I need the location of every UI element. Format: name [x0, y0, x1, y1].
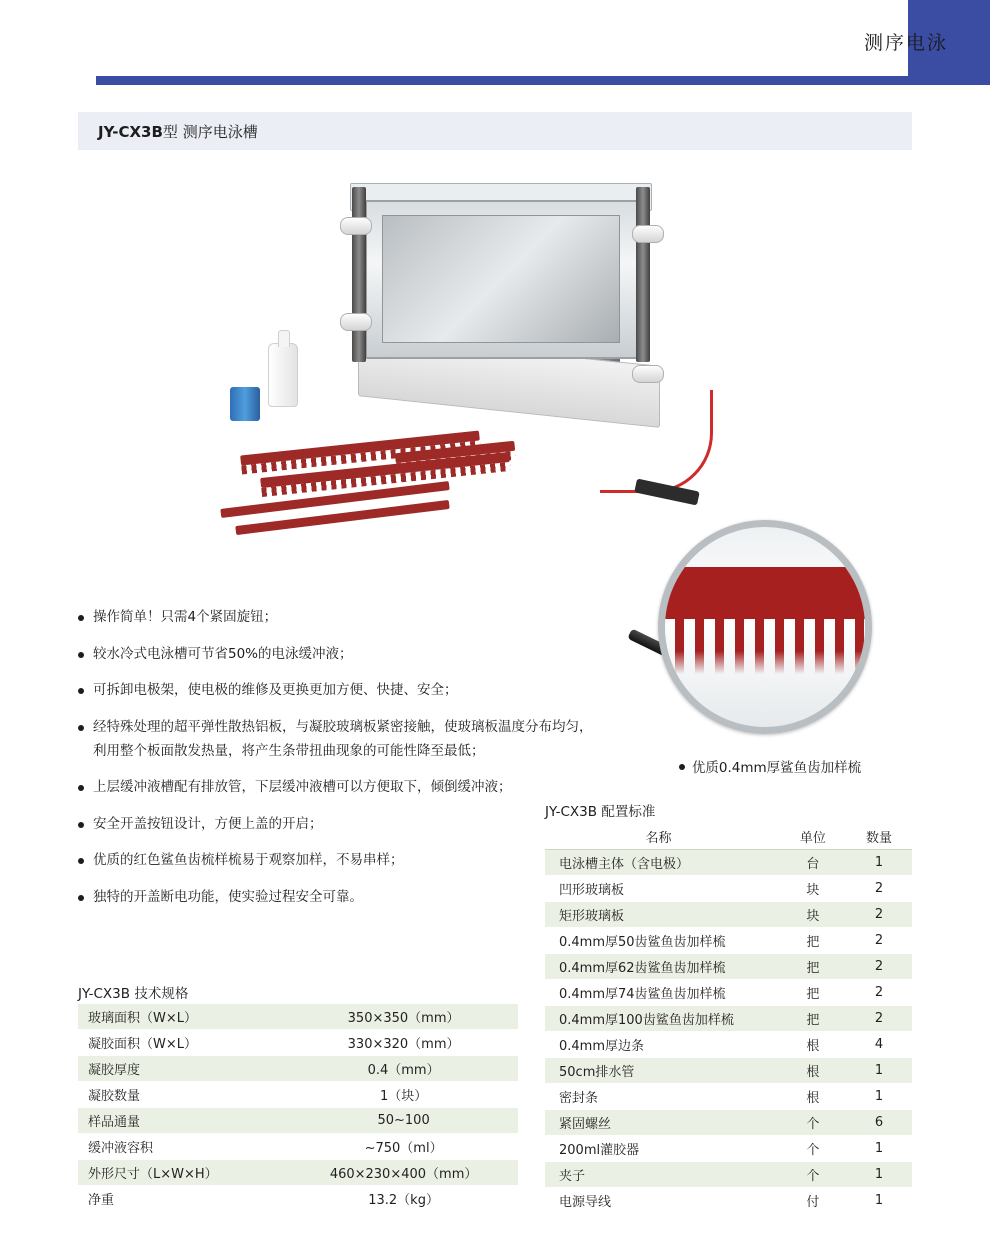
feature-list	[78, 606, 598, 923]
config-qty: 1	[846, 1084, 912, 1110]
table-row	[78, 1004, 518, 1030]
config-table	[545, 824, 912, 1214]
table-row	[78, 1160, 518, 1186]
config-qty: 2	[846, 954, 912, 980]
spec-value: ~750（ml）	[289, 1134, 518, 1160]
accessory-blue-cap	[230, 387, 260, 421]
config-unit: 把	[780, 928, 846, 954]
magnifier-lens	[658, 520, 872, 734]
config-qty: 2	[846, 928, 912, 954]
accessory-bottle	[268, 343, 298, 407]
config-name: 凹形玻璃板	[545, 876, 780, 902]
config-qty: 2	[846, 876, 912, 902]
config-qty: 1	[846, 1058, 912, 1084]
config-unit: 根	[780, 1084, 846, 1110]
magnifier-caption-text: 优质0.4mm厚鲨鱼齿加样梳	[691, 760, 862, 776]
config-name: 电泳槽主体（含电极）	[545, 850, 780, 876]
spec-key: 外形尺寸（L×W×H）	[78, 1160, 289, 1186]
config-name: 密封条	[545, 1084, 780, 1110]
bullet-dot-icon	[78, 858, 84, 864]
spec-key: 凝胶数量	[78, 1082, 289, 1108]
comb-teeth-zoom	[658, 619, 872, 677]
bullet-dot-icon	[679, 764, 685, 770]
apparatus-knob	[340, 217, 372, 235]
table-row	[78, 1056, 518, 1082]
feature-text: 操作简单！只需4个紧固旋钮；	[93, 609, 278, 625]
config-name: 50cm排水管	[545, 1058, 780, 1084]
apparatus-glass-plate	[382, 215, 620, 343]
spec-key: 玻璃面积（W×L）	[78, 1004, 289, 1030]
config-name: 0.4mm厚50齿鲨鱼齿加样梳	[545, 928, 780, 954]
comb-body-zoom	[658, 567, 872, 619]
column-header-name: 名称	[545, 824, 780, 850]
config-name: 电源导线	[545, 1188, 780, 1214]
config-unit: 块	[780, 876, 846, 902]
apparatus-knob	[632, 365, 664, 383]
apparatus-post-left	[352, 187, 366, 362]
config-unit: 把	[780, 1006, 846, 1032]
spec-value: 13.2（kg）	[289, 1186, 518, 1212]
table-row	[545, 902, 912, 928]
spec-value: 50~100	[289, 1108, 518, 1134]
table-row	[545, 876, 912, 902]
spec-value: 1（块）	[289, 1082, 518, 1108]
product-title	[98, 121, 258, 142]
column-header-qty: 数量	[846, 824, 912, 850]
feature-text: 可拆卸电极架，使电极的维修及更换更加方便、快捷、安全；	[93, 682, 458, 699]
header-section-title: 测序电泳	[863, 32, 948, 54]
config-unit: 个	[780, 1110, 846, 1136]
config-qty: 2	[846, 980, 912, 1006]
config-unit: 根	[780, 1058, 846, 1084]
config-qty: 1	[846, 1162, 912, 1188]
table-row	[78, 1108, 518, 1134]
table-row	[78, 1134, 518, 1160]
table-row	[545, 1110, 912, 1136]
feature-text: 较水冷式电泳槽可节省50%的电泳缓冲液；	[93, 645, 353, 662]
column-header-unit: 单位	[780, 824, 846, 850]
config-qty: 2	[846, 1006, 912, 1032]
product-title-rest: 型 测序电泳槽	[162, 122, 258, 141]
feature-item	[78, 716, 598, 763]
spec-value: 460×230×400（mm）	[289, 1160, 518, 1186]
table-row	[545, 1032, 912, 1058]
config-table-title: JY-CX3B 配置标准	[545, 804, 656, 820]
config-qty: 2	[846, 902, 912, 928]
spec-key: 缓冲液容积	[78, 1134, 289, 1160]
config-unit: 个	[780, 1136, 846, 1162]
bullet-dot-icon	[78, 822, 84, 828]
feature-text: 优质的红色鲨鱼齿梳样梳易于观察加样，不易串样；	[93, 852, 404, 869]
table-row	[545, 1084, 912, 1110]
config-unit: 台	[780, 850, 846, 876]
feature-text: 经特殊处理的超平弹性散热铝板，与凝胶玻璃板紧密接触，使玻璃板温度分布均匀，利用整个板面散发热量，将产生条带扭曲现象的可能性降至最低；	[93, 718, 593, 759]
config-unit: 把	[780, 980, 846, 1006]
spec-key: 净重	[78, 1186, 289, 1212]
feature-text: 上层缓冲液槽配有排放管，下层缓冲液槽可以方便取下，倾倒缓冲液；	[93, 779, 512, 796]
feature-item	[78, 643, 598, 667]
magnifier-caption	[620, 756, 920, 776]
config-name: 0.4mm厚100齿鲨鱼齿加样梳	[545, 1006, 780, 1032]
apparatus-knob	[340, 313, 372, 331]
config-unit: 块	[780, 902, 846, 928]
product-photo	[180, 165, 700, 555]
spec-table-title: JY-CX3B 技术规格	[78, 986, 189, 1002]
page-header	[0, 0, 990, 96]
header-rule	[96, 76, 908, 85]
apparatus-knob	[632, 225, 664, 243]
config-qty: 6	[846, 1110, 912, 1136]
bullet-dot-icon	[78, 895, 84, 901]
feature-item	[78, 776, 598, 800]
table-row	[545, 1136, 912, 1162]
feature-item	[78, 886, 598, 910]
spec-key: 凝胶面积（W×L）	[78, 1030, 289, 1056]
config-qty: 4	[846, 1032, 912, 1058]
table-row	[545, 954, 912, 980]
feature-item	[78, 849, 598, 873]
bullet-dot-icon	[78, 615, 84, 621]
product-model: JY-CX3B	[98, 122, 163, 141]
config-qty: 1	[846, 1188, 912, 1214]
config-unit: 把	[780, 954, 846, 980]
spec-key: 凝胶厚度	[78, 1056, 289, 1082]
table-row	[545, 1188, 912, 1214]
bullet-dot-icon	[78, 785, 84, 791]
config-name: 夹子	[545, 1162, 780, 1188]
config-name: 矩形玻璃板	[545, 902, 780, 928]
bullet-dot-icon	[78, 652, 84, 658]
feature-text: 安全开盖按钮设计，方便上盖的开启；	[93, 815, 323, 832]
table-row	[545, 1006, 912, 1032]
product-title-bar	[78, 112, 912, 150]
table-row	[545, 928, 912, 954]
spec-value: 350×350（mm）	[289, 1004, 518, 1030]
table-header-row	[545, 824, 912, 850]
feature-item	[78, 606, 598, 630]
power-cable	[600, 390, 713, 493]
config-unit: 付	[780, 1188, 846, 1214]
config-qty: 1	[846, 1136, 912, 1162]
feature-item	[78, 813, 598, 837]
config-unit: 个	[780, 1162, 846, 1188]
spec-key: 样品通量	[78, 1108, 289, 1134]
config-name: 0.4mm厚74齿鲨鱼齿加样梳	[545, 980, 780, 1006]
table-row	[78, 1030, 518, 1056]
table-row	[78, 1082, 518, 1108]
feature-text: 独特的开盖断电功能，使实验过程安全可靠。	[93, 889, 363, 905]
table-row	[545, 850, 912, 876]
table-row	[545, 1162, 912, 1188]
spec-value: 330×320（mm）	[289, 1030, 518, 1056]
bullet-dot-icon	[78, 725, 84, 731]
config-name: 0.4mm厚边条	[545, 1032, 780, 1058]
magnifier-illustration	[620, 520, 920, 776]
apparatus-post-right	[636, 187, 650, 362]
table-row	[545, 980, 912, 1006]
config-qty: 1	[846, 850, 912, 876]
config-name: 200ml灌胶器	[545, 1136, 780, 1162]
config-name: 0.4mm厚62齿鲨鱼齿加样梳	[545, 954, 780, 980]
config-unit: 根	[780, 1032, 846, 1058]
feature-item	[78, 679, 598, 703]
bullet-dot-icon	[78, 688, 84, 694]
table-row	[78, 1186, 518, 1212]
spec-value: 0.4（mm）	[289, 1056, 518, 1082]
table-row	[545, 1058, 912, 1084]
spec-table	[78, 1004, 518, 1212]
config-name: 紧固螺丝	[545, 1110, 780, 1136]
